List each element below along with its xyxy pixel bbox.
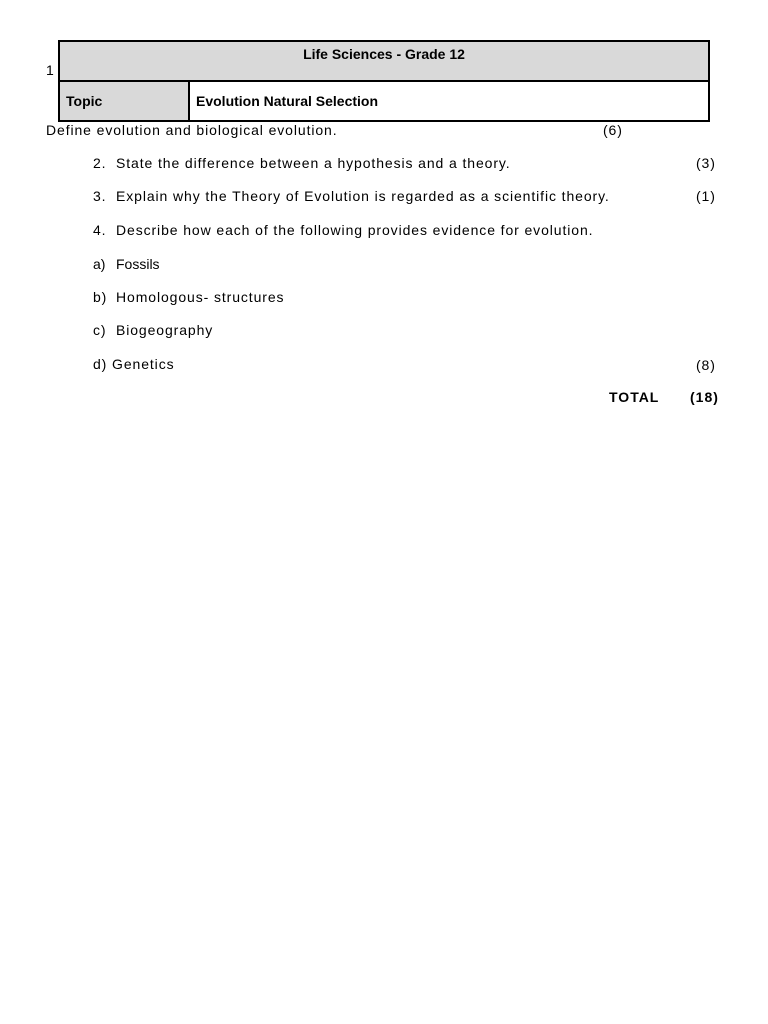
question-3 [93, 188, 610, 204]
sub-item-c [93, 322, 213, 338]
question-4-number: 4. [93, 222, 107, 238]
sub-item-b-label: b) [93, 289, 108, 305]
question-2-number: 2. [93, 155, 107, 171]
total-label: TOTAL [609, 389, 660, 405]
total-value: (18) [690, 389, 719, 405]
title-row [60, 42, 708, 82]
topic-value-cell [190, 82, 708, 120]
sub-item-d [93, 356, 175, 372]
header-table [58, 40, 710, 122]
question-4-text: Describe how each of the following provides evidence for evolution. [116, 222, 594, 238]
question-1-marks: (6) [603, 122, 623, 138]
sub-item-a-text: Fossils [116, 256, 160, 272]
row-number: 1 [46, 62, 54, 78]
worksheet-title: Life Sciences - Grade 12 [303, 46, 465, 62]
sub-item-c-text: Biogeography [116, 322, 214, 338]
topic-value: Evolution Natural Selection [196, 93, 379, 109]
sub-item-d-marks: (8) [696, 357, 716, 373]
sub-item-d-label: d) [93, 356, 108, 372]
topic-label: Topic [66, 93, 103, 109]
question-3-number: 3. [93, 188, 107, 204]
question-2-text: State the difference between a hypothesis and a theory. [116, 155, 511, 171]
sub-item-c-label: c) [93, 322, 107, 338]
sub-item-b [93, 289, 284, 305]
sub-item-a [93, 256, 160, 272]
sub-item-d-text: Genetics [112, 356, 175, 372]
question-3-marks: (1) [696, 188, 716, 204]
question-1 [46, 122, 338, 138]
sub-item-b-text: Homologous- structures [116, 289, 285, 305]
question-2 [93, 155, 511, 171]
question-2-marks: (3) [696, 155, 716, 171]
question-3-text: Explain why the Theory of Evolution is regarded as a scientific theory. [116, 188, 610, 204]
question-4 [93, 222, 593, 238]
topic-row [60, 82, 708, 120]
topic-label-cell [60, 82, 190, 120]
question-1-text: Define evolution and biological evolution. [46, 122, 338, 138]
sub-item-a-label: a) [93, 256, 106, 272]
